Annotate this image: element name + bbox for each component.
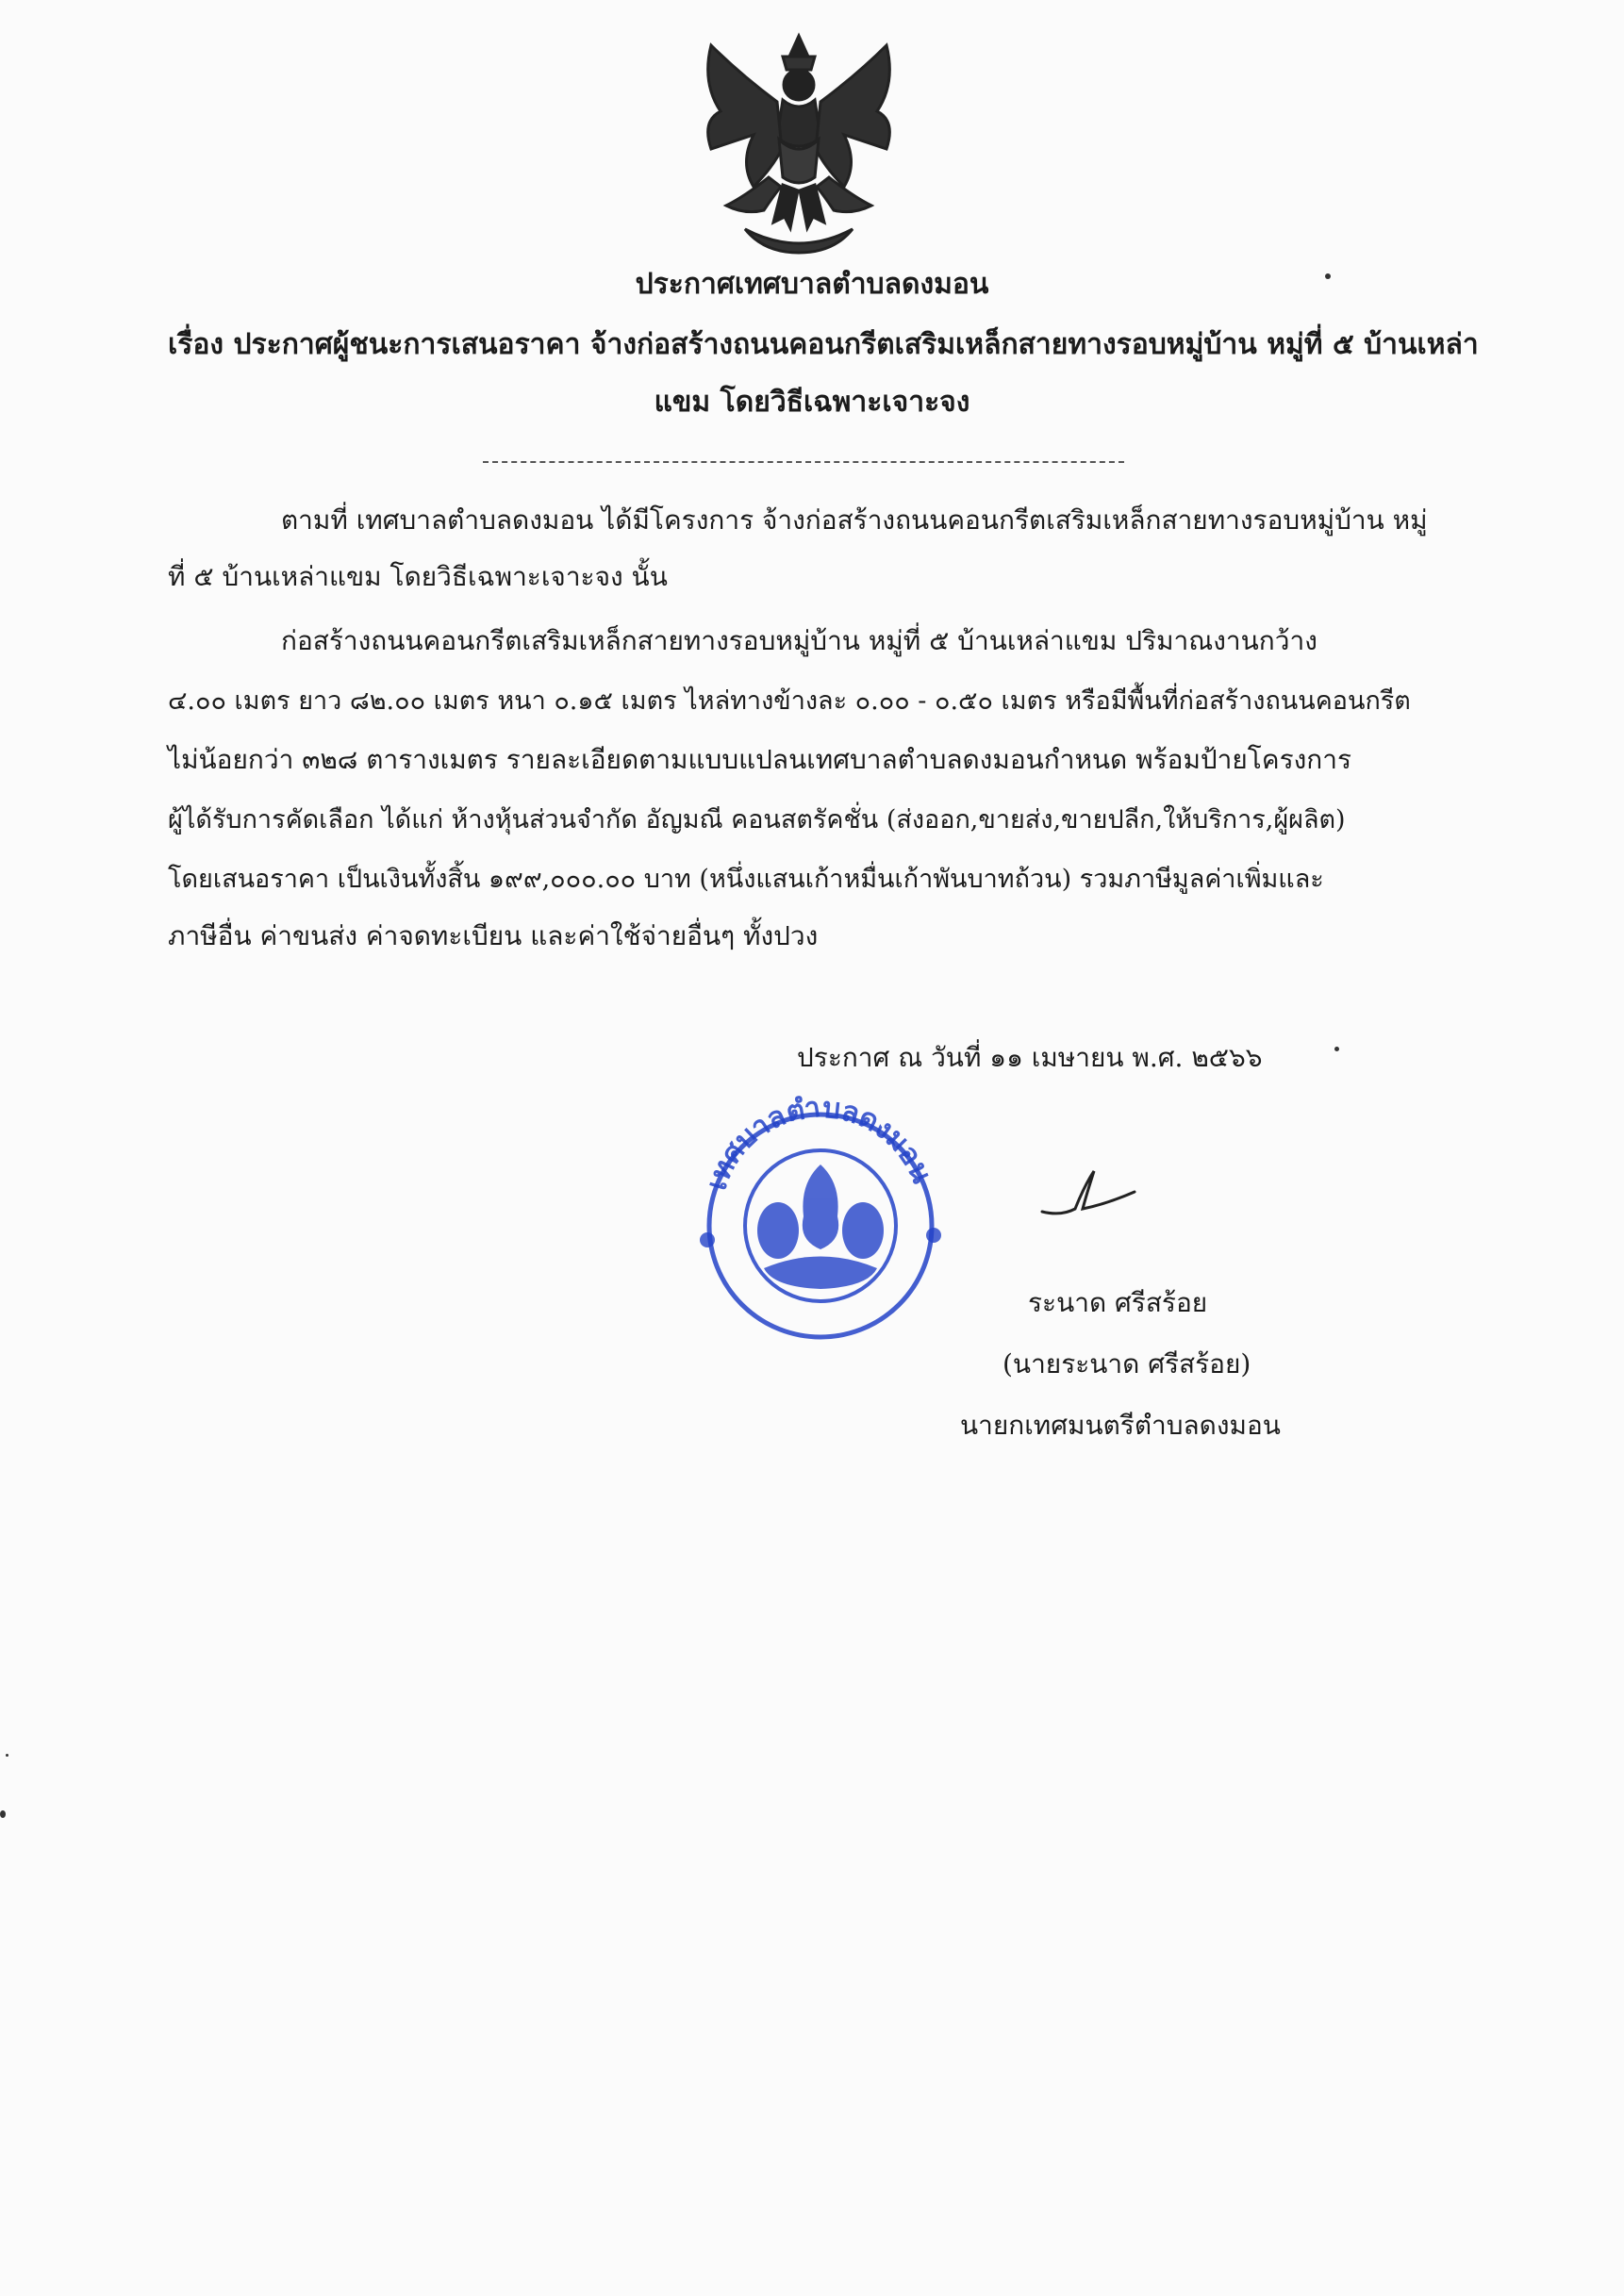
announcement-date: ประกาศ ณ วันที่ ๑๑ เมษายน พ.ศ. ๒๕๖๖ bbox=[797, 1042, 1263, 1073]
paragraph-line: ภาษีอื่น ค่าขนส่ง ค่าจดทะเบียน และค่าใช้จ่ายอื่นๆ ทั้งปวง bbox=[168, 920, 819, 951]
scan-speck bbox=[0, 1810, 6, 1818]
paragraph-line: ที่ ๕ บ้านเหล่าแขม โดยวิธีเฉพาะเจาะจง นั้น bbox=[168, 561, 668, 592]
signer-full-name: (นายระนาด ศรีสร้อย) bbox=[1003, 1348, 1251, 1379]
signer-title: นายกเทศมนตรีตำบลดงมอน bbox=[960, 1410, 1281, 1441]
paragraph-line: ๔.๐๐ เมตร ยาว ๘๒.๐๐ เมตร หนา ๐.๑๕ เมตร ไหล่ทางข้างละ ๐.๐๐ - ๐.๕๐ เมตร หรือมีพื้นที่ก่อสร้างถนนคอนกรีต bbox=[168, 686, 1411, 716]
official-seal-icon bbox=[679, 1075, 962, 1358]
separator-rule bbox=[483, 461, 1124, 463]
scan-speck bbox=[6, 1754, 8, 1757]
paragraph-line: ก่อสร้างถนนคอนกรีตเสริมเหล็กสายทางรอบหมู่บ้าน หมู่ที่ ๕ บ้านเหล่าแขม ปริมาณงานกว้าง bbox=[281, 625, 1317, 656]
paragraph-line: ไม่น้อยกว่า ๓๒๘ ตารางเมตร รายละเอียดตามแบบแปลนเทศบาลตำบลดงมอนกำหนด พร้อมป้ายโครงการ bbox=[168, 744, 1351, 775]
paragraph-line: ตามที่ เทศบาลตำบลดงมอน ได้มีโครงการ จ้างก่อสร้างถนนคอนกรีตเสริมเหล็กสายทางรอบหมู่บ้าน หมู่ bbox=[281, 504, 1428, 536]
svg-text:เทศบาลตำบลดงมอน: เทศบาลตำบลดงมอน bbox=[700, 1090, 938, 1195]
subject-line-continued: แขม โดยวิธีเฉพาะเจาะจง bbox=[654, 386, 970, 419]
signature-icon bbox=[1033, 1169, 1174, 1226]
document-header: ประกาศเทศบาลตำบลดงมอน bbox=[635, 268, 989, 301]
garuda-emblem-icon bbox=[688, 26, 910, 262]
subject-line: เรื่อง ประกาศผู้ชนะการเสนอราคา จ้างก่อสร้างถนนคอนกรีตเสริมเหล็กสายทางรอบหมู่บ้าน หมู่ที่ ๕ บ้านเหล่า bbox=[168, 328, 1479, 361]
scan-speck bbox=[1325, 273, 1331, 279]
signer-name: ระนาด ศรีสร้อย bbox=[1028, 1287, 1208, 1318]
paragraph-line: โดยเสนอราคา เป็นเงินทั้งสิ้น ๑๙๙,๐๐๐.๐๐ บาท (หนึ่งแสนเก้าหมื่นเก้าพันบาทถ้วน) รวมภาษีมูลค่าเพิ่มและ bbox=[168, 865, 1324, 894]
paragraph-line: ผู้ได้รับการคัดเลือก ได้แก่ ห้างหุ้นส่วนจำกัด อัญมณี คอนสตรัคชั่น (ส่งออก,ขายส่ง,ขายปลีก,ให้บริการ,ผู้ผลิต) bbox=[168, 805, 1346, 834]
scan-speck bbox=[1334, 1047, 1339, 1051]
